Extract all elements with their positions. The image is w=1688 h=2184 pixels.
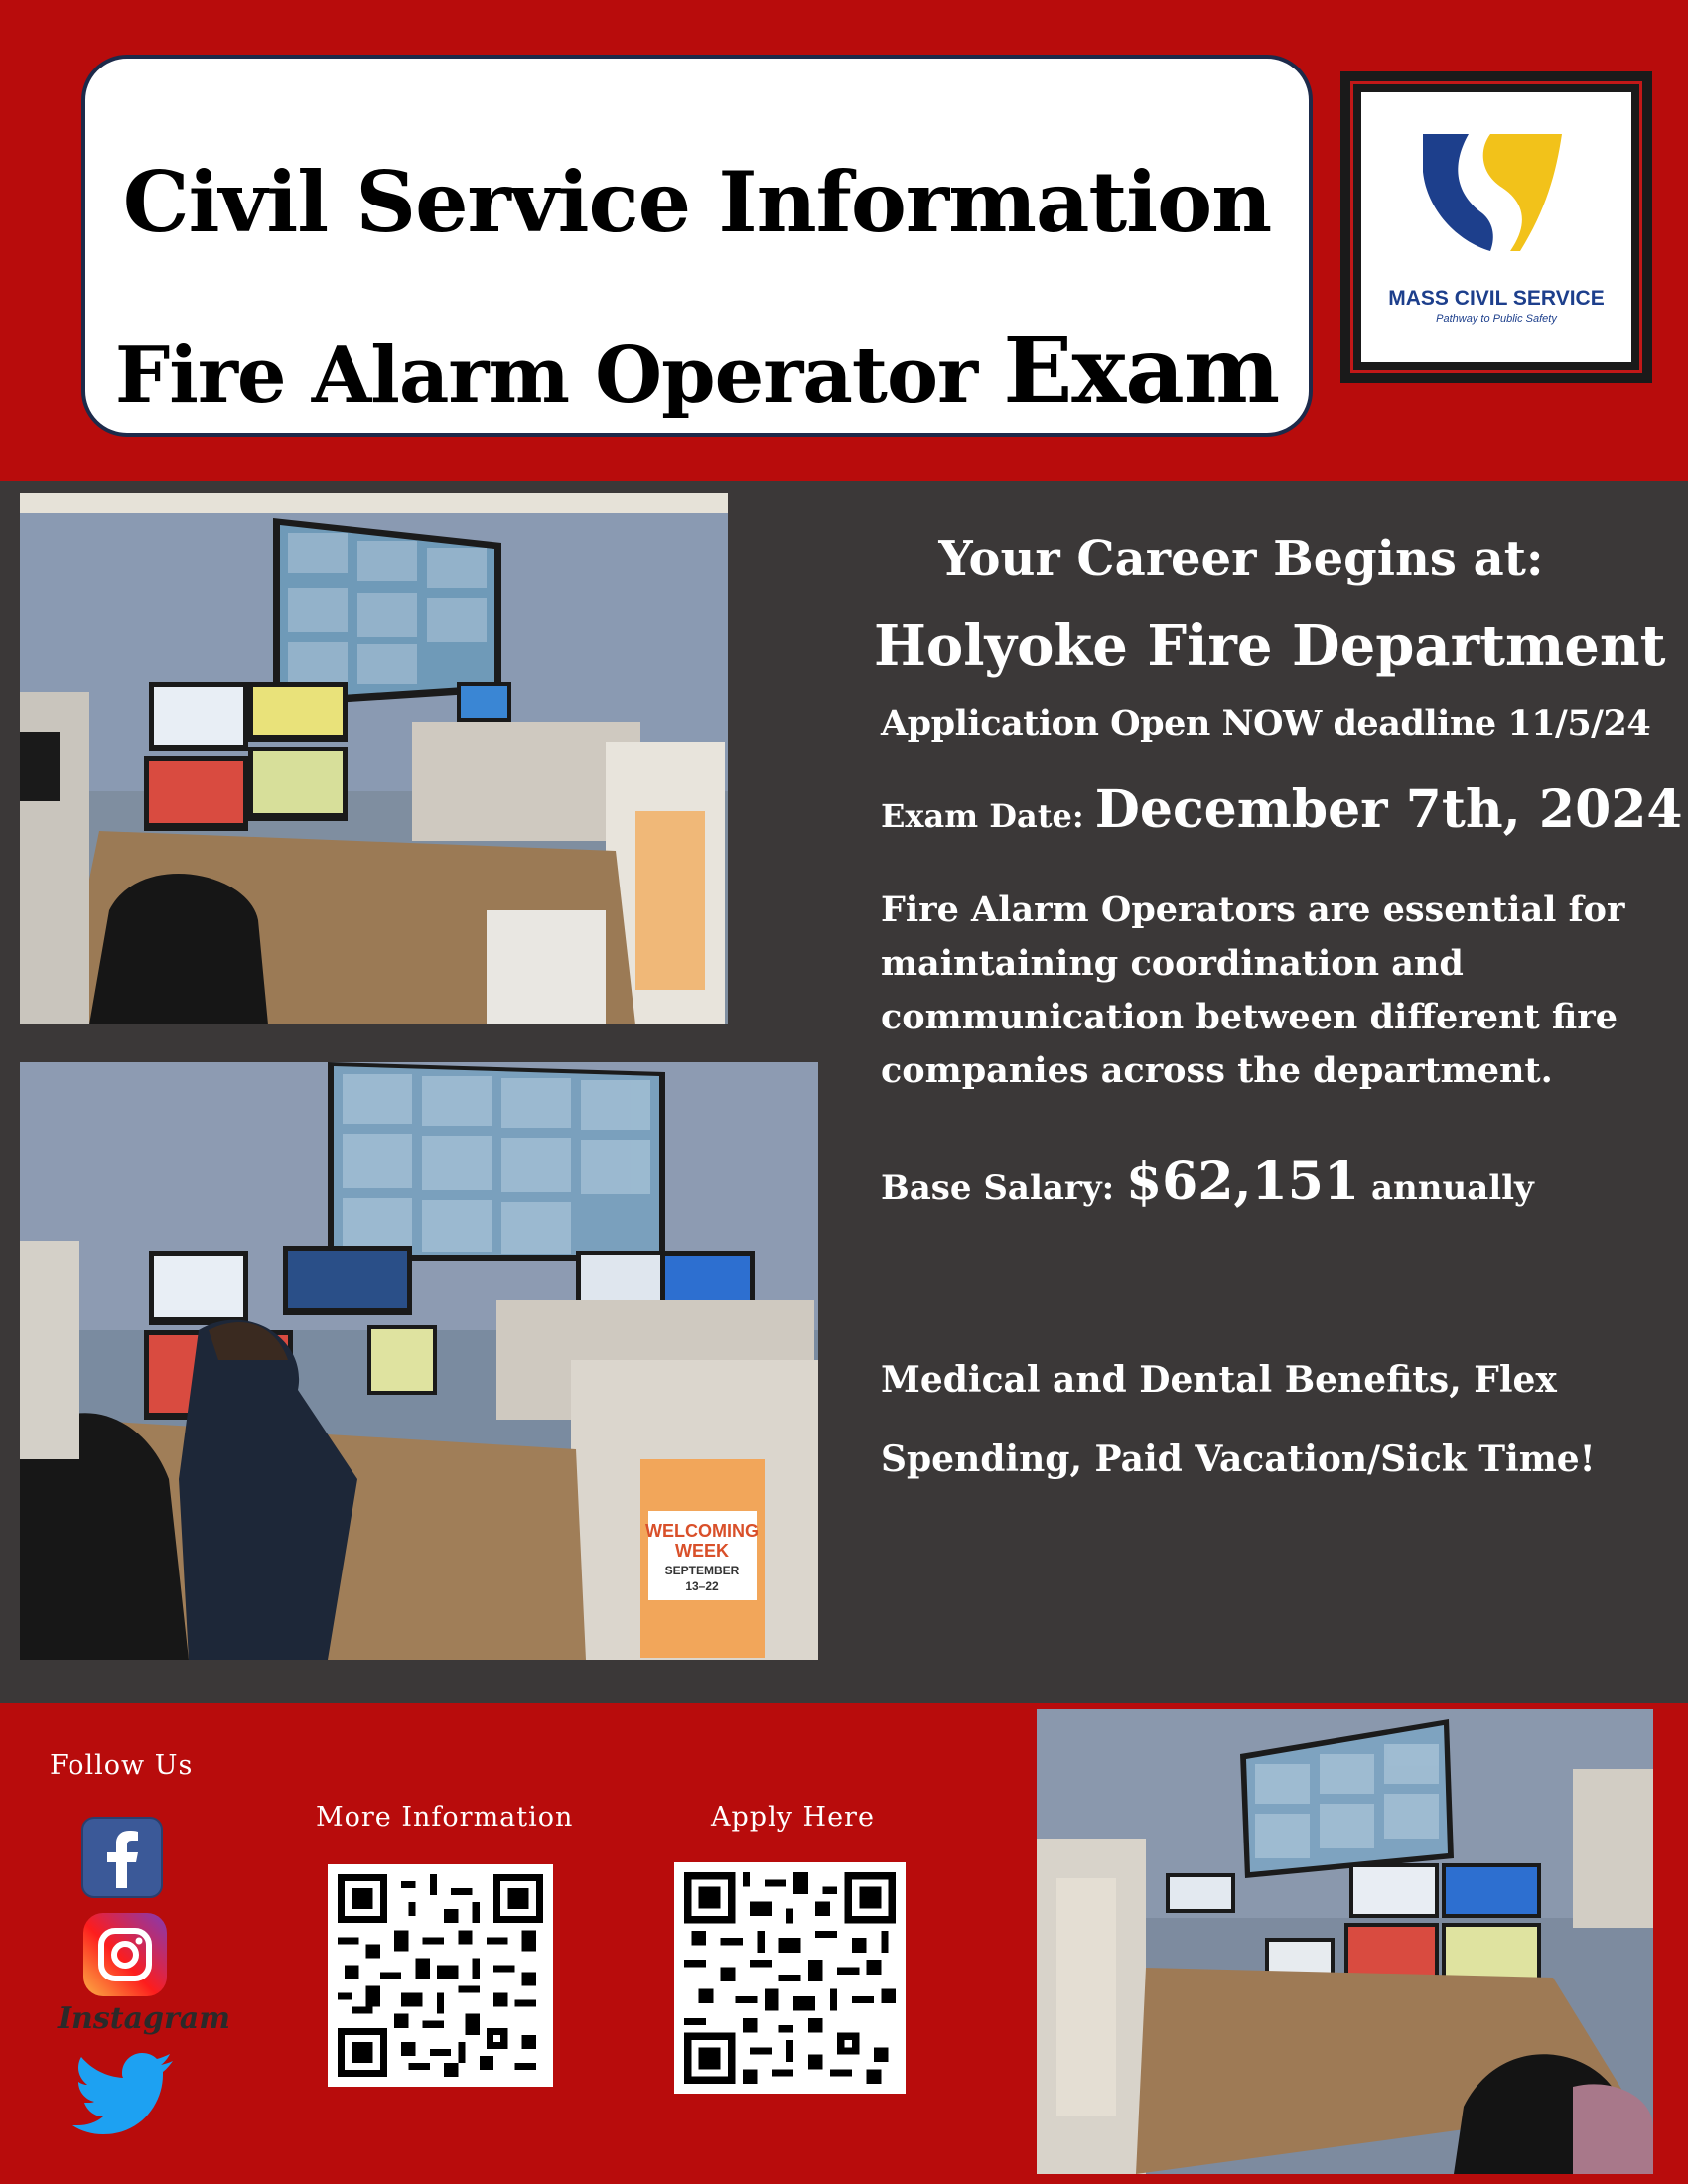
instagram-wordmark: Instagram <box>58 2001 230 2036</box>
welcoming-sign-line-2: WEEK <box>675 1541 729 1561</box>
title-line-1: Civil Service Information <box>122 153 1272 251</box>
department-name: Holyoke Fire Department <box>874 614 1666 679</box>
salary-suffix: annually <box>1359 1168 1534 1208</box>
benefits-text: Medical and Dental Benefits, Flex Spending, Paid Vacation/Sick Time! <box>881 1359 1596 1480</box>
application-deadline: Application Open NOW deadline 11/5/24 <box>881 703 1651 744</box>
salary-value: $62,151 <box>1125 1152 1360 1212</box>
logo-tagline: Pathway to Public Safety <box>1436 313 1557 325</box>
apply-here-qr-code[interactable] <box>674 1862 906 2094</box>
logo-panel <box>1361 92 1631 362</box>
title-line-2 <box>85 317 1309 424</box>
salary-label: Base Salary: <box>881 1168 1126 1208</box>
logo-shield-icon <box>1361 92 1629 281</box>
welcoming-sign-line-1: WELCOMING <box>645 1521 759 1541</box>
dispatch-room-photo-2 <box>20 1062 818 1660</box>
title-box <box>81 55 1313 437</box>
mass-civil-service-logo <box>1340 71 1652 383</box>
welcoming-sign-line-3: SEPTEMBER <box>664 1564 740 1577</box>
exam-date-value: December 7th, 2024 <box>1094 779 1683 840</box>
more-info-qr-code[interactable] <box>328 1864 553 2087</box>
title-line-2-exam: Exam <box>1003 317 1280 424</box>
salary-line <box>881 1152 1534 1212</box>
exam-date-label: Exam Date: <box>881 797 1095 835</box>
title-line-2-text: Fire Alarm Operator <box>114 331 1004 421</box>
twitter-icon[interactable] <box>70 2047 179 2136</box>
welcoming-sign-line-4: 13–22 <box>685 1579 719 1593</box>
follow-us-label: Follow Us <box>50 1750 194 1781</box>
career-heading: Your Career Begins at: <box>938 531 1544 587</box>
apply-here-label: Apply Here <box>711 1802 875 1833</box>
exam-date-line <box>881 779 1683 840</box>
job-description: Fire Alarm Operators are essential for maintaining coordination and communication between different fire companies across the department. <box>881 889 1625 1091</box>
dispatch-room-photo-1 <box>20 493 728 1024</box>
logo-name: MASS CIVIL SERVICE <box>1388 287 1605 310</box>
more-information-label: More Information <box>316 1802 574 1833</box>
facebook-icon[interactable] <box>81 1817 163 1898</box>
logo-border <box>1350 81 1642 373</box>
instagram-icon[interactable] <box>81 1911 169 1998</box>
dispatch-room-photo-3 <box>1037 1709 1653 2174</box>
